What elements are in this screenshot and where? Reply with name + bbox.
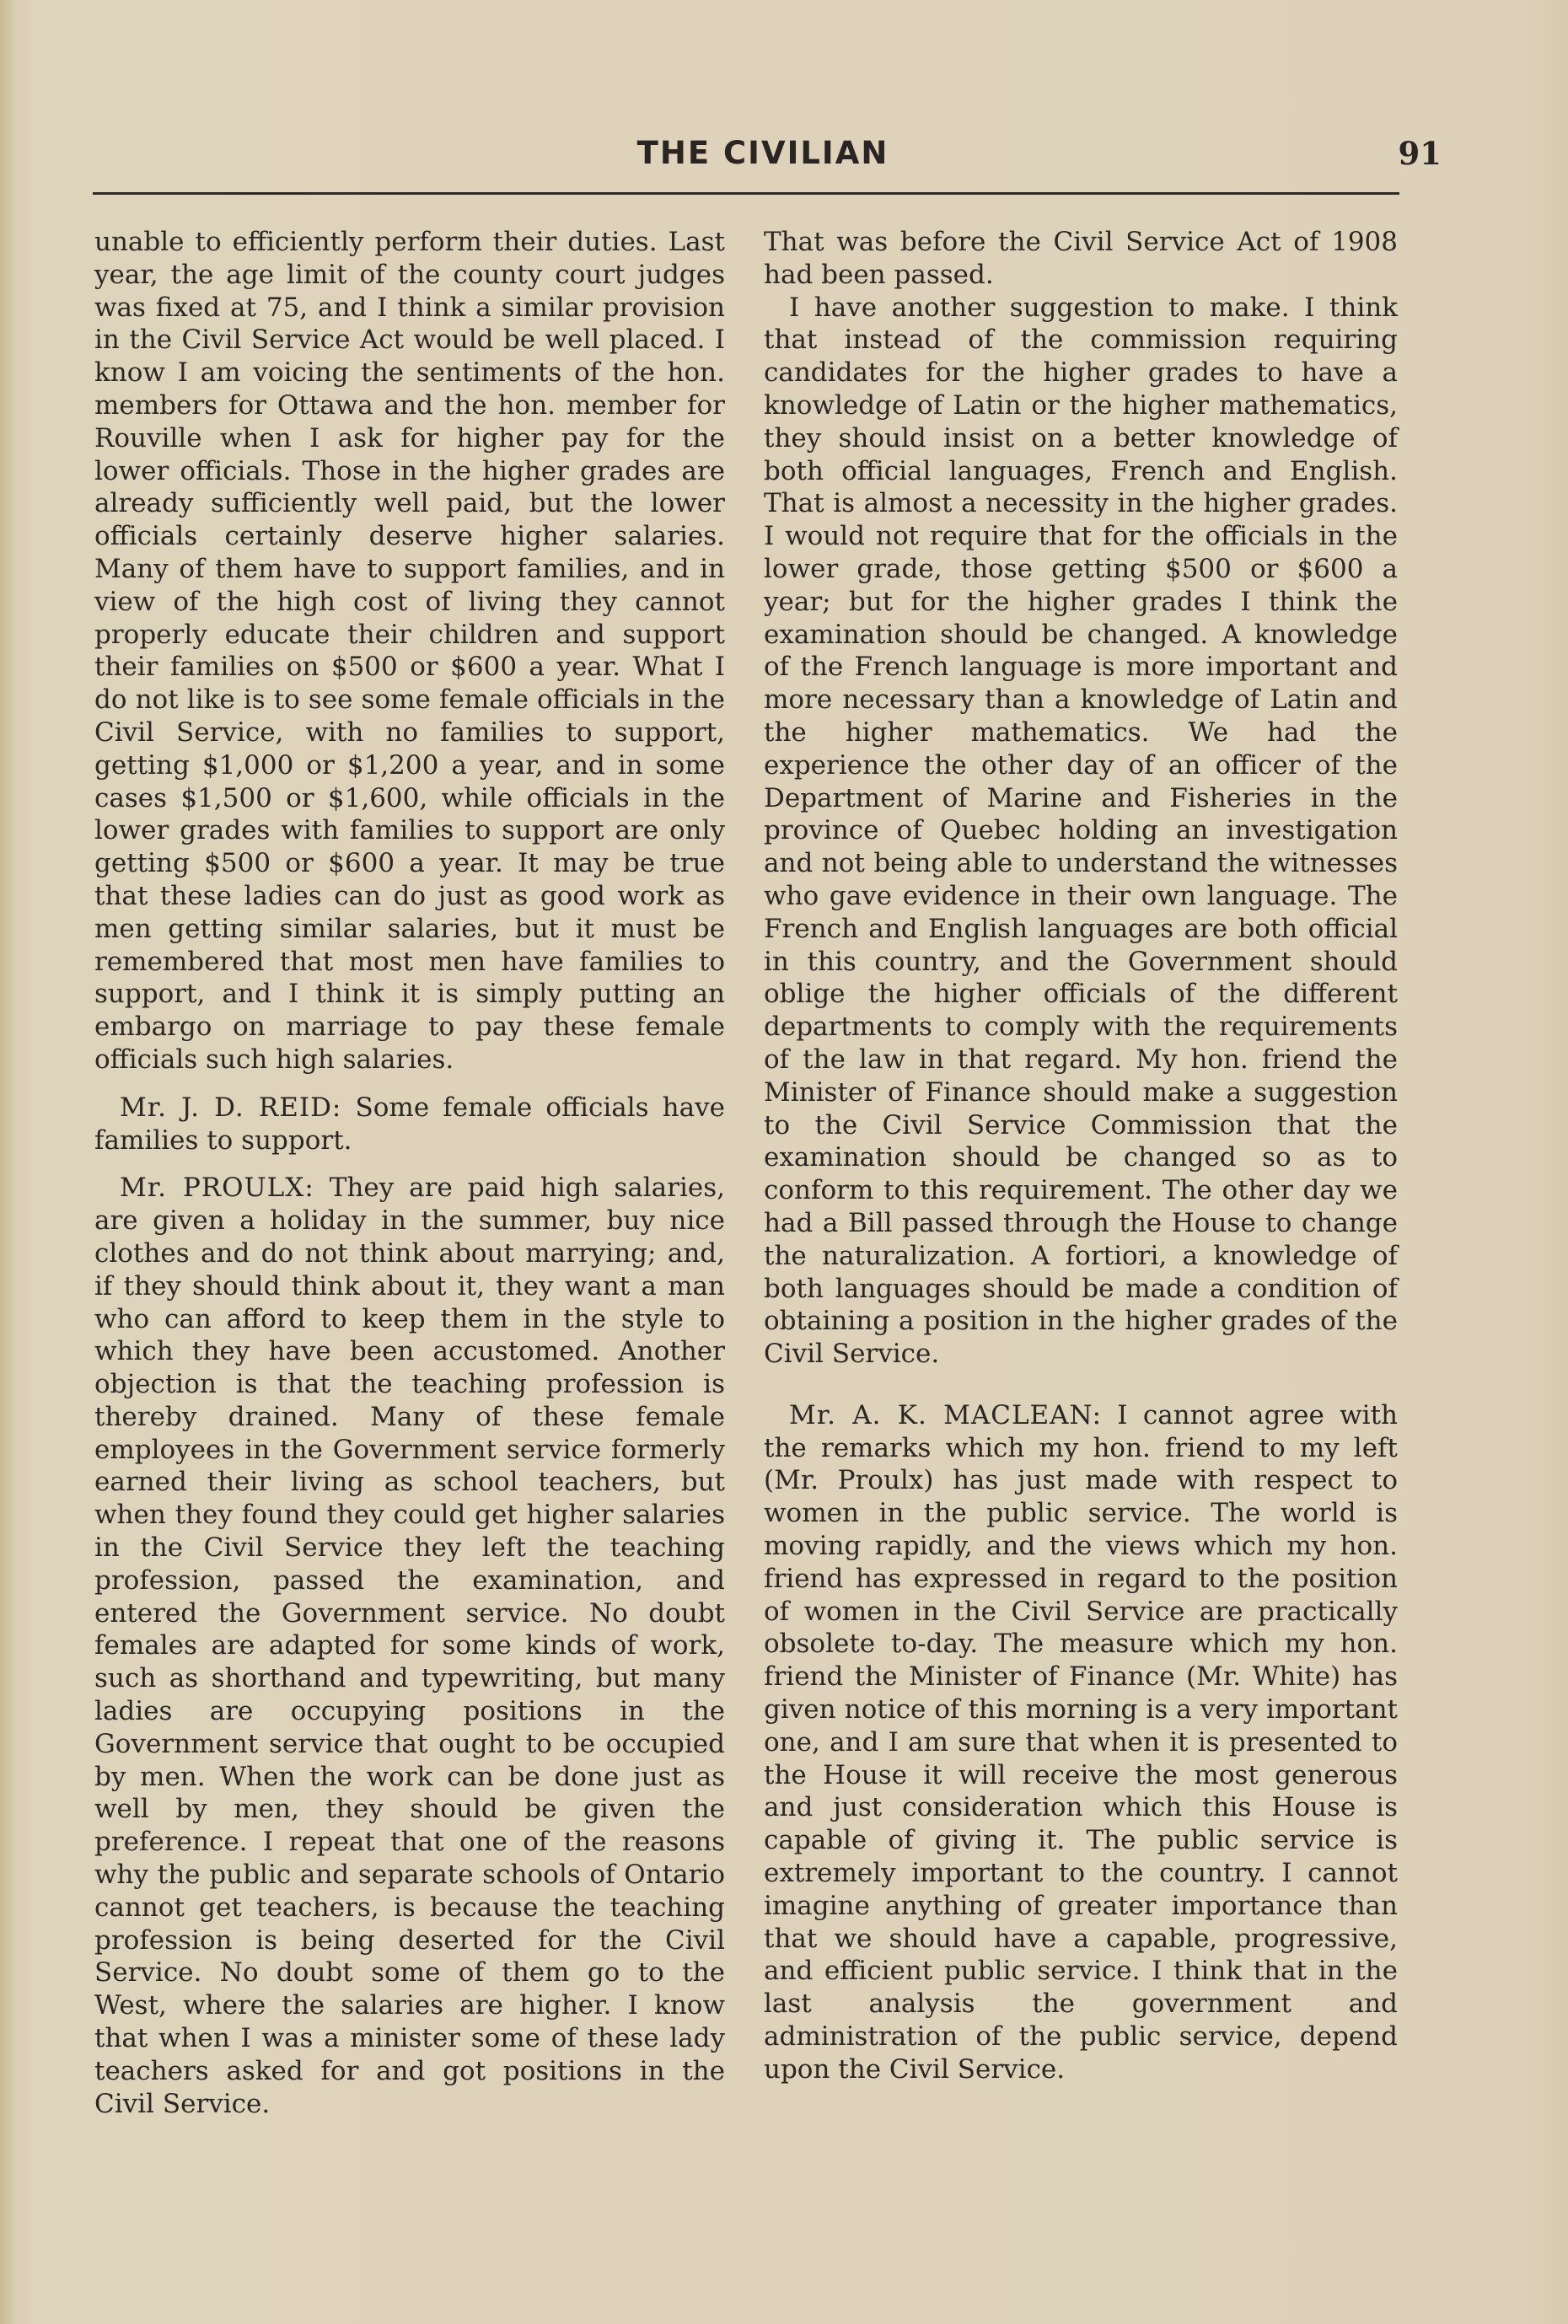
running-head — [93, 128, 1442, 179]
left-column — [94, 226, 725, 2120]
paragraph — [764, 1399, 1398, 2086]
paragraph: I have another suggestion to make. I think that instead of the commission requiring candidates for the higher grades to have a knowledge of Latin or the higher mathematics, they should insist on a better knowledge of both official languages, French and English. That is almost a necessity in the higher grades. I would not require that for the officials in the lower grade, those getting $500 or $600 a year; but for the higher grades I think the examination should be changed. A knowledge of the French language is more important and more necessary than a knowledge of Latin and the higher mathematics. We had the experience the other day of an officer of the Department of Marine and Fisheries in the province of Quebec holding an investigation and not being able to understand the witnesses who gave evidence in their own language. The French and English languages are both official in this country, and the Government should oblige the higher officials of the different departments to comply with the requirements of the law in that regard. My hon. friend the Minister of Finance should make a suggestion to the Civil Service Commission that the examination should be changed so as to conform to this requirement. The other day we had a Bill passed through the House to change the naturalization. A fortiori, a knowledge of both languages should be made a condition of obtaining a position in the higher grades of the Civil Service. — [764, 292, 1398, 1370]
speech-text: They are paid high salaries, are given a holiday in the summer, buy nice clothes and do not think about marrying; and, if they should think about it, they want a man who can afford to keep them in the style to which they have been accustomed. Another objection is that the teaching profession is thereby drained. Many of these female employees in the Government service formerly earned their living as school teachers, but when they found they could get higher salaries in the Civil Service they left the teaching profession, passed the examination, and entered the Government service. No doubt females are adapted for some kinds of work, such as shorthand and typewriting, but many ladies are occupying positions in the Government service that ought to be occupied by men. When the work can be done just as well by men, they should be given the preference. I repeat that one of the reasons why the public and separate schools of Ontario cannot get teachers, is because the teaching profession is being deserted for the Civil Service. No doubt some of them go to the West, where the salaries are higher. I know that when I was a minister some of these lady teachers asked for and got positions in the Civil Service. — [94, 1173, 725, 2119]
paragraph: unable to efficiently perform their duties. Last year, the age limit of the county court judges was fixed at 75, and I think a similar provision in the Civil Service Act would be well placed. I know I am voicing the sentiments of the hon. members for Ottawa and the hon. member for Rouville when I ask for higher pay for the lower officials. Those in the higher grades are already sufficiently well paid, but the lower officials certainly deserve higher salaries. Many of them have to support families, and in view of the high cost of living they cannot properly educate their children and support their families on $500 or $600 a year. What I do not like is to see some female officials in the Civil Service, with no families to support, getting $1,000 or $1,200 a year, and in some cases $1,500 or $1,600, while officials in the lower grades with families to support are only getting $500 or $600 a year. It may be true that these ladies can do just as good work as men getting similar salaries, but it must be remembered that most men have families to support, and I think it is simply putting an embargo on marriage to pay these female officials such high salaries. — [94, 227, 725, 1075]
right-column — [764, 226, 1398, 2086]
page-number: 91 — [1398, 135, 1442, 172]
speaker-name: Mr. A. K. MACLEAN: — [789, 1399, 1103, 1430]
paragraph: That was before the Civil Service Act of 1908 had been passed. — [764, 227, 1398, 290]
speech-text: Some female officials have families to support. — [94, 1092, 725, 1156]
journal-title: THE CIVILIAN — [636, 135, 889, 171]
paragraph — [94, 1172, 725, 2120]
header-rule — [93, 192, 1399, 195]
speaker-name: Mr. J. D. REID: — [120, 1092, 342, 1123]
speaker-name: Mr. PROULX: — [120, 1173, 314, 1204]
speech-text: I cannot agree with the remarks which my hon. friend to my left (Mr. Proulx) has just made with respect to women in the public service. The world is moving rapidly, and the views which my hon. friend has expressed in regard to the position of women in the Civil Service are practically obsolete to-day. The measure which my hon. friend the Minister of Finance (Mr. White) has given notice of this morning is a very important one, and I am sure that when it is presented to the House it will receive the most generous and just consideration which this House is capable of giving it. The public service is extremely important to the country. I cannot imagine anything of greater importance than that we should have a capable, progressive, and efficient public service. I think that in the last analysis the government and administration of the public service, depend upon the Civil Service. — [764, 1399, 1399, 2085]
paragraph — [94, 1092, 725, 1157]
